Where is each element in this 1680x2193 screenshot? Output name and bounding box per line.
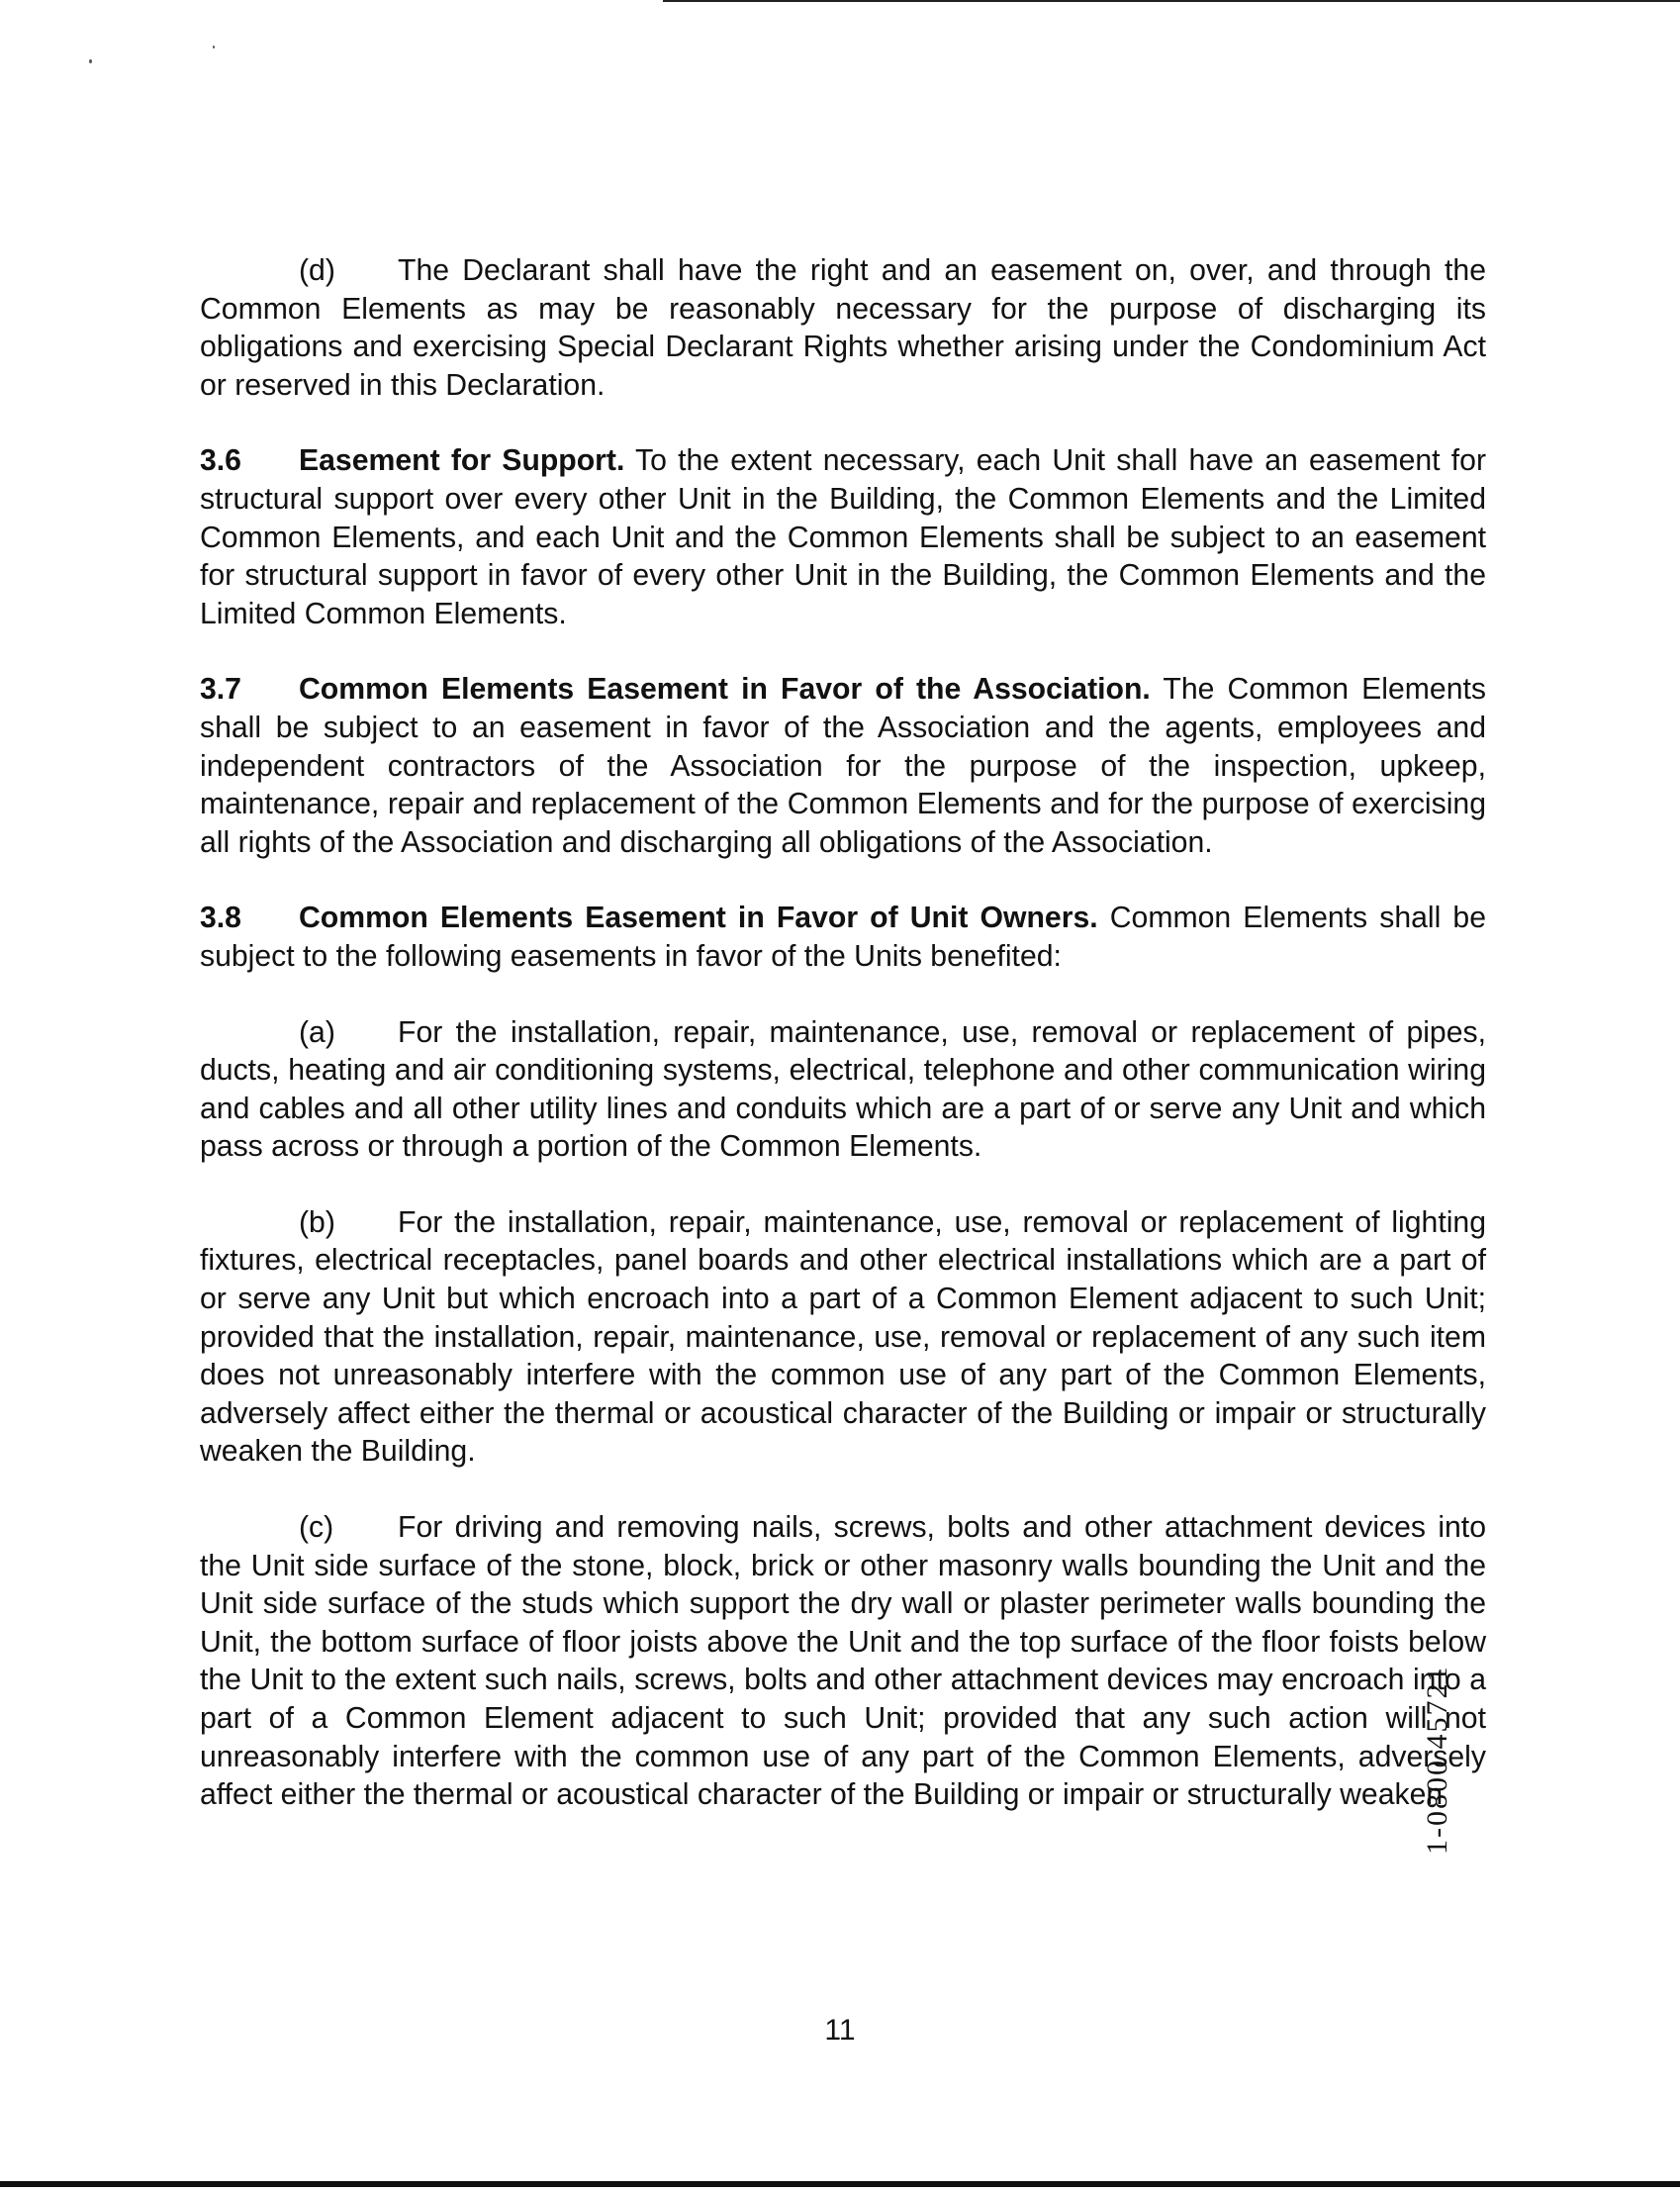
paragraph-b [200, 1204, 1486, 1472]
scan-edge-bottom [0, 2181, 1680, 2187]
side-stamp [1389, 1593, 1453, 1855]
section-3-7 [200, 671, 1486, 862]
section-text: To the extent necessary, each Unit shall have an easement for structural support over every other Unit in the Building, the Common Elements and the Limited Common Elements, and each Unit and the Common Elements shall be subject to an easement for structural support in favor of every other Unit in the Building, the Common Elements and the Limited Common Elements. [200, 444, 1487, 630]
scan-speck [89, 59, 92, 63]
paragraph-d [200, 252, 1486, 405]
paragraph-text: For the installation, repair, maintenance, use, removal or replacement of lighting fixtures, electrical receptacles, panel boards and other electrical installations which are a part of or serve any Unit but which encroach into a part of a Common Element adjacent to such Unit; provided that the installation, repair, maintenance, use, removal or replacement of any such item does not unreasonably interfere with the common use of any part of the Common Elements, adversely affect either the thermal or acoustical character of the Building or impair or structurally weaken the Building. [200, 1205, 1486, 1469]
paragraph-text: The Declarant shall have the right and an easement on, over, and through the Common Elements as may be reasonably necessary for the purpose of discharging its obligations and exercising Special Declarant Rights whether arising under the Condominium Act or reserved in this Declaration. [200, 254, 1486, 402]
section-text: The Common Elements shall be subject to an easement in favor of the Association and the agents, employees and independent contractors of the Association for the purpose of the inspection, upkeep, maintenance, repair and replacement of the Common Elements and for the purpose of exercising all rights of the Association and discharging all obligations of the Association. [200, 673, 1486, 859]
paragraph-label: (a) [299, 1015, 335, 1049]
paragraph-text: For the installation, repair, maintenance, use, removal or replacement of pipes, ducts, heating and air conditioning systems, electrical, telephone and other communication wiring and cables and all other utility lines and conduits which are a part of or serve any Unit and which pass across or through a portion of the Common Elements. [200, 1015, 1486, 1164]
paragraph-c [200, 1509, 1486, 1815]
section-title: Easement for Support. [299, 444, 625, 478]
paragraph-label: (b) [299, 1205, 335, 1239]
paragraph-a [200, 1014, 1486, 1167]
scan-edge-top [663, 0, 1680, 2]
paragraph-text: For driving and removing nails, screws, bolts and other attachment devices into the Unit side surface of the stone, block, brick or other masonry walls bounding the Unit and the Unit side surface of the studs which support the dry wall or plaster perimeter walls bounding the Unit, the bottom surface of floor joists above the Unit and the top surface of the floor foists below the Unit to the extent such nails, screws, bolts and other attachment devices may encroach into a part of a Common Element adjacent to such Unit; provided that any such action will not unreasonably interfere with the common use of any part of the Common Elements, adversely affect either the thermal or acoustical character of the Building or impair or structurally weaken [200, 1511, 1486, 1812]
section-number: 3.8 [200, 902, 241, 935]
section-title: Common Elements Easement in Favor of Unit Owners. [299, 902, 1098, 935]
section-number: 3.6 [200, 444, 241, 478]
paragraph-label: (d) [299, 254, 335, 287]
scan-speck [213, 46, 215, 48]
page-number: 11 [824, 2014, 856, 2047]
document-body [200, 252, 1486, 1853]
section-text: Common Elements shall be subject to the following easements in favor of the Units benefited: [200, 902, 1486, 973]
section-3-6 [200, 442, 1486, 633]
section-title: Common Elements Easement in Favor of the Association. [299, 673, 1151, 707]
side-stamp-text: 1-0800 45721 [1421, 1665, 1453, 1855]
section-3-8 [200, 900, 1486, 976]
paragraph-label: (c) [299, 1511, 334, 1545]
section-number: 3.7 [200, 673, 241, 707]
